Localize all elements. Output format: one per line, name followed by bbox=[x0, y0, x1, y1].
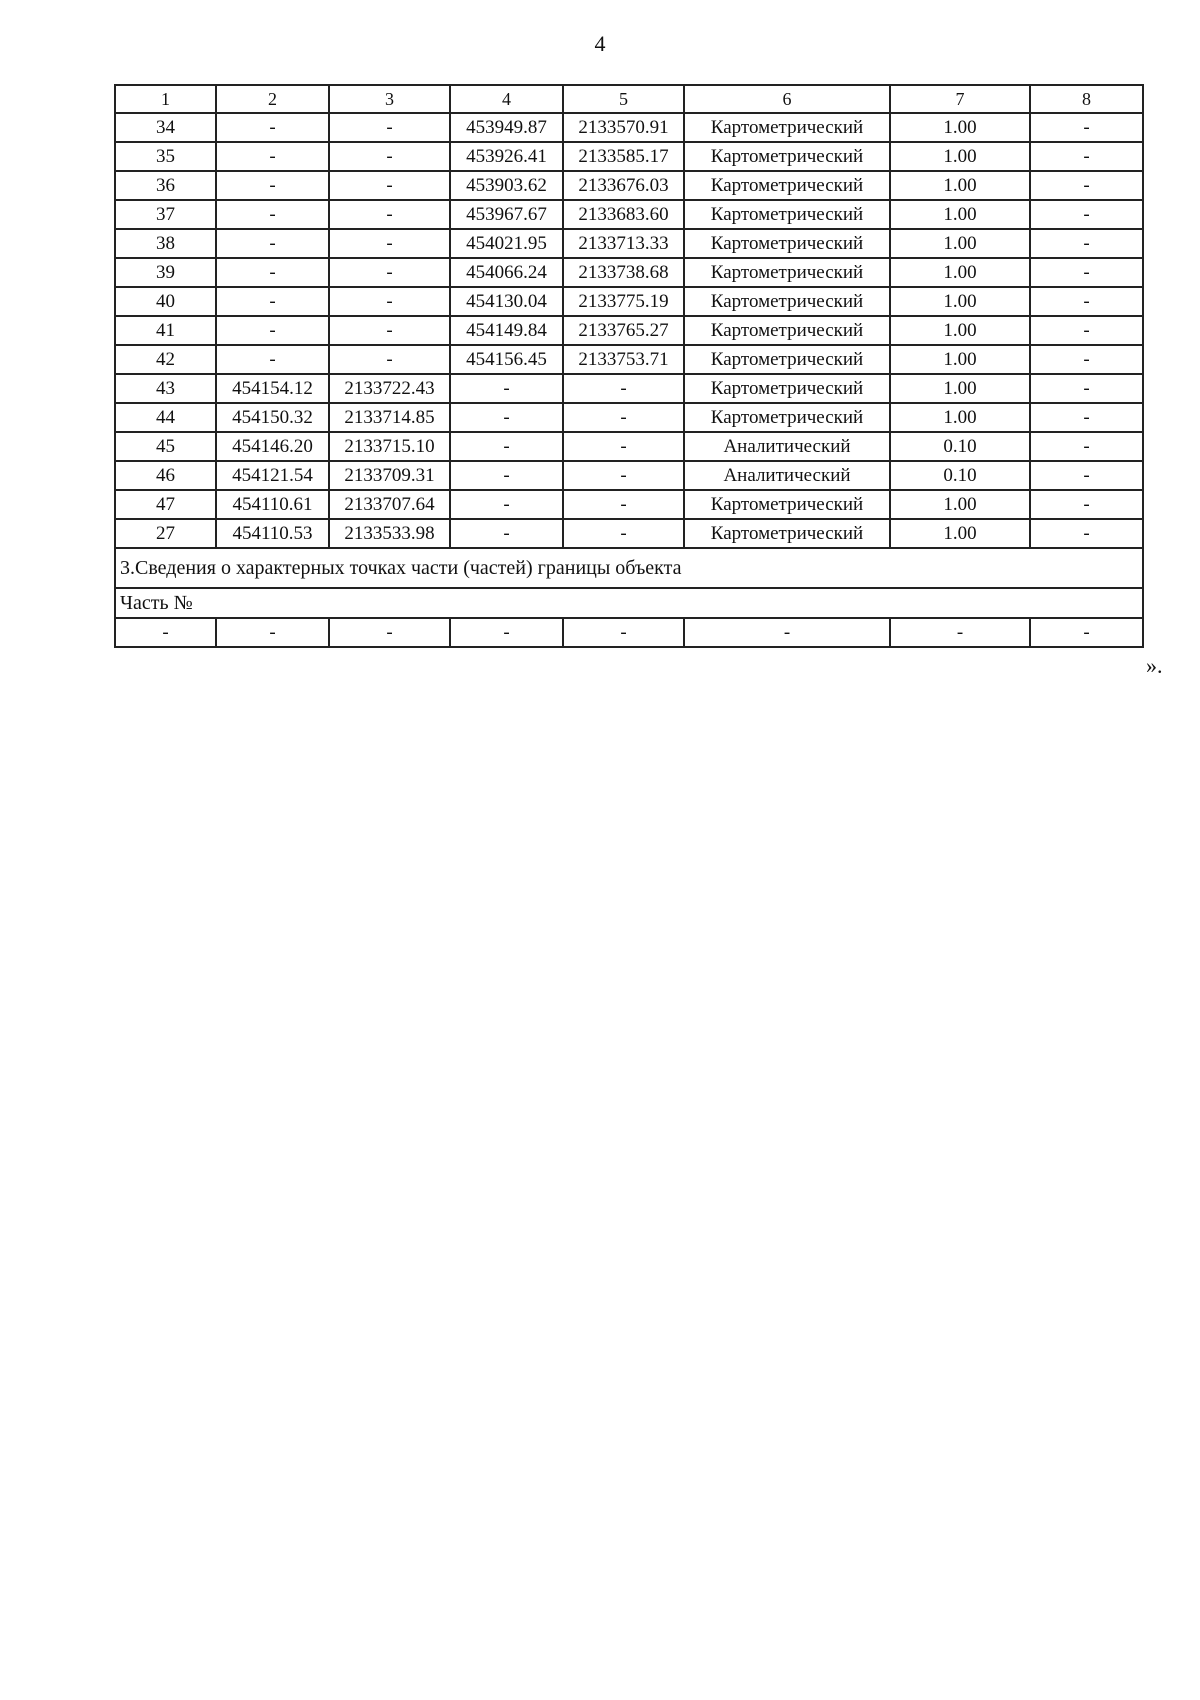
table-cell: - bbox=[329, 287, 450, 316]
table-cell: Картометрический bbox=[684, 142, 890, 171]
column-header-5: 5 bbox=[563, 85, 684, 113]
table-cell: 454130.04 bbox=[450, 287, 563, 316]
table-cell: - bbox=[684, 618, 890, 647]
table-cell: Картометрический bbox=[684, 113, 890, 142]
table-cell: - bbox=[216, 229, 329, 258]
table-cell: 2133775.19 bbox=[563, 287, 684, 316]
table-cell: 454066.24 bbox=[450, 258, 563, 287]
table-cell: - bbox=[1030, 142, 1143, 171]
table-cell: - bbox=[216, 316, 329, 345]
table-cell: - bbox=[329, 142, 450, 171]
table-cell: - bbox=[450, 519, 563, 548]
table-cell: 1.00 bbox=[890, 374, 1030, 403]
table-cell: 454149.84 bbox=[450, 316, 563, 345]
section-title-row bbox=[115, 548, 1143, 588]
table-cell: Картометрический bbox=[684, 229, 890, 258]
table-cell: - bbox=[1030, 200, 1143, 229]
table-cell: - bbox=[115, 618, 216, 647]
table-cell: 34 bbox=[115, 113, 216, 142]
table-cell: - bbox=[216, 113, 329, 142]
table-cell: - bbox=[450, 432, 563, 461]
column-header-4: 4 bbox=[450, 85, 563, 113]
table-header-row bbox=[115, 85, 1143, 113]
table-cell: - bbox=[450, 374, 563, 403]
table-row bbox=[115, 287, 1143, 316]
table-cell: - bbox=[1030, 258, 1143, 287]
table-cell: Картометрический bbox=[684, 519, 890, 548]
table-cell: 1.00 bbox=[890, 258, 1030, 287]
table-cell: - bbox=[216, 618, 329, 647]
coordinates-table bbox=[114, 84, 1144, 648]
table-cell: 0.10 bbox=[890, 432, 1030, 461]
table-cell: 2133683.60 bbox=[563, 200, 684, 229]
table-cell: - bbox=[563, 432, 684, 461]
table-cell: 453903.62 bbox=[450, 171, 563, 200]
table-cell: 1.00 bbox=[890, 287, 1030, 316]
table-cell: - bbox=[563, 461, 684, 490]
table-cell: 2133709.31 bbox=[329, 461, 450, 490]
table-cell: - bbox=[450, 618, 563, 647]
table-cell: - bbox=[216, 200, 329, 229]
table-cell: - bbox=[329, 171, 450, 200]
table-cell: 36 bbox=[115, 171, 216, 200]
table-cell: Картометрический bbox=[684, 171, 890, 200]
table-row bbox=[115, 171, 1143, 200]
table-row bbox=[115, 374, 1143, 403]
table-cell: 454146.20 bbox=[216, 432, 329, 461]
table-cell: 454156.45 bbox=[450, 345, 563, 374]
table-cell: 43 bbox=[115, 374, 216, 403]
table-body bbox=[115, 85, 1143, 647]
table-row bbox=[115, 316, 1143, 345]
table-row bbox=[115, 113, 1143, 142]
table-cell: - bbox=[1030, 113, 1143, 142]
table-cell: - bbox=[450, 461, 563, 490]
table-cell: - bbox=[329, 200, 450, 229]
table-cell: Картометрический bbox=[684, 287, 890, 316]
table-cell: 35 bbox=[115, 142, 216, 171]
table-cell: - bbox=[329, 618, 450, 647]
table-row bbox=[115, 345, 1143, 374]
table-cell: 1.00 bbox=[890, 171, 1030, 200]
part-label: Часть № bbox=[115, 588, 1143, 618]
table-cell: 453967.67 bbox=[450, 200, 563, 229]
column-header-8: 8 bbox=[1030, 85, 1143, 113]
table-cell: 453949.87 bbox=[450, 113, 563, 142]
table-cell: - bbox=[216, 287, 329, 316]
table-cell: Картометрический bbox=[684, 403, 890, 432]
column-header-1: 1 bbox=[115, 85, 216, 113]
table-cell: 2133707.64 bbox=[329, 490, 450, 519]
table-cell: 1.00 bbox=[890, 345, 1030, 374]
table-cell: 41 bbox=[115, 316, 216, 345]
table-cell: - bbox=[1030, 432, 1143, 461]
coordinates-table-wrapper bbox=[114, 84, 1142, 648]
table-cell: - bbox=[890, 618, 1030, 647]
table-cell: 1.00 bbox=[890, 200, 1030, 229]
table-cell: 40 bbox=[115, 287, 216, 316]
table-cell: - bbox=[329, 345, 450, 374]
table-cell: 0.10 bbox=[890, 461, 1030, 490]
table-cell: - bbox=[1030, 229, 1143, 258]
table-cell: 1.00 bbox=[890, 316, 1030, 345]
column-header-2: 2 bbox=[216, 85, 329, 113]
table-row bbox=[115, 200, 1143, 229]
table-cell: 27 bbox=[115, 519, 216, 548]
table-cell: 2133753.71 bbox=[563, 345, 684, 374]
table-cell: - bbox=[1030, 287, 1143, 316]
table-cell: - bbox=[1030, 618, 1143, 647]
table-cell: - bbox=[329, 229, 450, 258]
table-cell: 1.00 bbox=[890, 519, 1030, 548]
table-row bbox=[115, 258, 1143, 287]
table-cell: 454021.95 bbox=[450, 229, 563, 258]
part-label-row bbox=[115, 588, 1143, 618]
table-cell: 2133676.03 bbox=[563, 171, 684, 200]
table-cell: 39 bbox=[115, 258, 216, 287]
table-row bbox=[115, 490, 1143, 519]
table-cell: 2133715.10 bbox=[329, 432, 450, 461]
table-cell: - bbox=[216, 142, 329, 171]
table-cell: 454121.54 bbox=[216, 461, 329, 490]
table-cell: - bbox=[563, 618, 684, 647]
table-cell: - bbox=[1030, 316, 1143, 345]
table-cell: - bbox=[563, 519, 684, 548]
table-cell: - bbox=[329, 113, 450, 142]
table-cell: 37 bbox=[115, 200, 216, 229]
table-cell: 2133713.33 bbox=[563, 229, 684, 258]
table-row bbox=[115, 432, 1143, 461]
table-cell: 2133714.85 bbox=[329, 403, 450, 432]
table-cell: 2133722.43 bbox=[329, 374, 450, 403]
table-cell: Картометрический bbox=[684, 200, 890, 229]
table-cell: 38 bbox=[115, 229, 216, 258]
table-cell: - bbox=[1030, 345, 1143, 374]
table-cell: 46 bbox=[115, 461, 216, 490]
table-cell: 1.00 bbox=[890, 142, 1030, 171]
table-cell: Картометрический bbox=[684, 316, 890, 345]
table-cell: - bbox=[1030, 490, 1143, 519]
table-cell: Картометрический bbox=[684, 490, 890, 519]
table-cell: 1.00 bbox=[890, 403, 1030, 432]
table-cell: Картометрический bbox=[684, 374, 890, 403]
part-data-row bbox=[115, 618, 1143, 647]
table-cell: 1.00 bbox=[890, 113, 1030, 142]
table-cell: 1.00 bbox=[890, 490, 1030, 519]
table-cell: 2133738.68 bbox=[563, 258, 684, 287]
table-cell: Аналитический bbox=[684, 461, 890, 490]
table-cell: - bbox=[1030, 519, 1143, 548]
table-row bbox=[115, 519, 1143, 548]
table-cell: - bbox=[563, 403, 684, 432]
column-header-6: 6 bbox=[684, 85, 890, 113]
table-row bbox=[115, 403, 1143, 432]
table-cell: - bbox=[450, 403, 563, 432]
table-cell: - bbox=[216, 345, 329, 374]
table-cell: 2133765.27 bbox=[563, 316, 684, 345]
table-cell: 454110.53 bbox=[216, 519, 329, 548]
table-cell: Аналитический bbox=[684, 432, 890, 461]
table-cell: - bbox=[329, 316, 450, 345]
table-cell: - bbox=[329, 258, 450, 287]
table-cell: Картометрический bbox=[684, 258, 890, 287]
table-cell: 453926.41 bbox=[450, 142, 563, 171]
table-cell: 2133585.17 bbox=[563, 142, 684, 171]
table-cell: 2133570.91 bbox=[563, 113, 684, 142]
table-cell: - bbox=[1030, 171, 1143, 200]
table-row bbox=[115, 229, 1143, 258]
table-cell: - bbox=[1030, 374, 1143, 403]
table-cell: - bbox=[1030, 461, 1143, 490]
table-cell: - bbox=[216, 171, 329, 200]
table-cell: 2133533.98 bbox=[329, 519, 450, 548]
table-row bbox=[115, 142, 1143, 171]
table-cell: Картометрический bbox=[684, 345, 890, 374]
table-cell: 1.00 bbox=[890, 229, 1030, 258]
closing-quote: ». bbox=[1146, 653, 1163, 678]
table-cell: 454110.61 bbox=[216, 490, 329, 519]
table-cell: - bbox=[1030, 403, 1143, 432]
table-cell: - bbox=[450, 490, 563, 519]
section-title: 3.Сведения о характерных точках части (частей) границы объекта bbox=[115, 548, 1143, 588]
table-cell: 454150.32 bbox=[216, 403, 329, 432]
table-cell: - bbox=[563, 374, 684, 403]
table-cell: 47 bbox=[115, 490, 216, 519]
table-row bbox=[115, 461, 1143, 490]
table-cell: - bbox=[216, 258, 329, 287]
table-cell: 42 bbox=[115, 345, 216, 374]
table-cell: - bbox=[563, 490, 684, 519]
column-header-7: 7 bbox=[890, 85, 1030, 113]
table-cell: 45 bbox=[115, 432, 216, 461]
table-cell: 454154.12 bbox=[216, 374, 329, 403]
table-cell: 44 bbox=[115, 403, 216, 432]
page-number: 4 bbox=[594, 31, 606, 56]
column-header-3: 3 bbox=[329, 85, 450, 113]
